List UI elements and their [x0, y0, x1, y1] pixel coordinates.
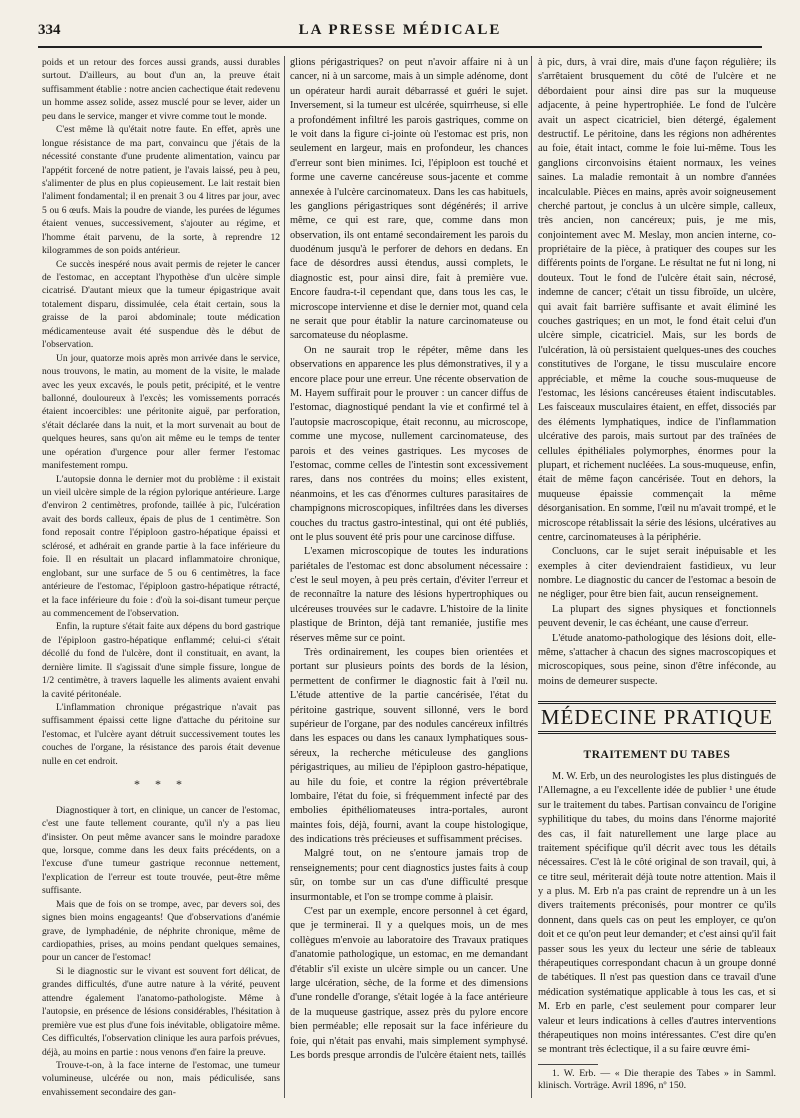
- section-rule-top: [538, 701, 776, 704]
- paragraph: M. W. Erb, un des neurologistes les plus distingués de l'Allemagne, a eu l'excellente idée de publier ¹ une étude sur le traitement du tabes. Partisan convaincu de l'origine syphilitique du tabes, du moins dans l'énorme majorité des cas, il fait naturellement une large place au traitement spécifique qu'il décrit avec tous les détails nécessaires. C'est là le côté original de son travail, qui, à ce titre seul, mériterait déjà toute notre attention. Mais il y a plus. M. Erb n'a pas craint de reprendre un à un les divers traitements préconisés, pour montrer ce qu'ils donnent, dans quels cas on peut les employer, ce qu'on doit et ce qu'on peut leur demander; et c'est ainsi qu'il fait passer sous les yeux du lecteur une série de tableaux thérapeutiques correspondant chacun à un groupe donné de tabétiques. Il n'est pas question dans ce travail d'une médication systématique applicable à tous les cas, et si M. Erb en parle, c'est seulement pour comparer leur valeur et leurs indications à celles d'autres interventions thérapeutiques non moins intéressantes. C'est dire qu'en se montrant très éclectique, il a su faire œuvre émi-: [538, 770, 776, 1056]
- paragraph: L'examen microscopique de toutes les indurations pariétales de l'estomac est donc absolument nécessaire : c'est le seul moyen, à peu près certain, d'éviter l'erreur et de reconnaître la nature des lésions hypertrophiques ou ulcéreuses trouvées sur le cadavre. L'histoire de la linite plastique de Brinton, déjà tant remaniée, justifie mes réserves même sur ce point.: [290, 546, 528, 644]
- paragraph: On ne saurait trop le répéter, même dans les observations en apparence les plus démonstratives, il y a encore place pour une erreur. Une récente observation de M. Hayem suffirait pour le prouver : un cancer diffus de l'estomac, diagnostiqué pendant la vie et confirmé tel à l'autopsie macroscopique, était reconnu, au microscope, comme une mycose, nullement carcinomateuse, des parois et des veines gastriques. Les mycoses de l'estomac, comme celles de l'intestin sont excessivement rares, dans nos contrées du moins; elles existent, néanmoins, et les cas d'énormes cultures parasitaires de champignons microscopiques, infiltrées dans les diverses couches du tractus gastro-intestinal, qui ont été publiés, ont le plus souvent été pris pour une carcinose diffuse.: [290, 344, 528, 543]
- paragraph: Concluons, car le sujet serait inépuisable et les exemples à citer deviendraient fastidieux, vu leur nombre. Le diagnostic du cancer de l'estomac a besoin de ne négliger, pour être bien fait, aucun renseignement.: [538, 546, 776, 601]
- column-1: [42, 56, 280, 1099]
- column-2: [290, 56, 528, 1063]
- section-separator: * * *: [134, 777, 188, 792]
- paragraph: Mais que de fois on se trompe, avec, par devers soi, des signes bien moins engageants! Que d'observations d'anémie grave, de lymphadénie, de néphrite chronique, même de cardiopathies, prises, au moins pendant quelques semaines, pour un cancer de l'estomac!: [42, 898, 280, 964]
- paragraph: à pic, durs, à vrai dire, mais d'une façon régulière; ils s'arrêtaient brusquement du côté de l'ulcère et ne débordaient pour ainsi dire pas sur la muqueuse adjacente, à peine hypertrophiée. Le fond de l'ulcère avait un aspect cicatriciel, bien détergé, également destructif. Le péritoine, dans les régions non adhérentes au foie, était intact, comme le foie lui-même. Tous les ganglions circonvoisins étaient normaux, les veines saines. La maladie remontait à un nombre d'années incalculable. Pièces en mains, après avoir soigneusement cherché partout, je conclus à un ulcère simple, calleux, très ancien, non cancéreux; puis, je me mis, conjointement avec M. Meslay, mon ancien interne, co-propriétaire de la pièce, à pratiquer des coupes sur les différents points de l'organe. Le résultat ne fut ni long, ni douteux. Tout le fond de l'ulcère était sain, nécrosé, indemne de cancer; c'était un tissu fibroïde, un ulcère, qui avait fait barrière suffisante et avait éliminé les couches gastriques; en un mot, le fond était celui d'un ulcère simple, cicatriciel. Mais, sur les bords de l'ulcération, là où persistaient quelques-unes des couches constitutives de l'organe, le tissu musculaire encore appréciable, et même la couche sous-muqueuse de l'estomac, les lésions cancéreuses étaient indiscutables. Les faisceaux musculaires étaient, en effet, dissociés par des éléments lymphatiques, indice de l'inflammation ulcérative des parois, mais surtout par des traînées de cellules épithéliales polymorphes, énormes pour la plupart, et richement nucléées. La sous-muqueuse, enfin, était de même façon cancérisée. Tout en dehors, la muqueuse épaissie commençait la même désorganisation. En somme, l'œil nu m'avait trompé, et le microscope rétablissait la série des lésions, ulcératives au centre, carcinomateuses à la périphérie.: [538, 57, 776, 543]
- paragraph: C'est par un exemple, encore personnel à cet égard, que je terminerai. Il y a quelques mois, un de mes collègues m'envoie au laboratoire des Travaux pratiques d'anatomie pathologique, un estomac, en me demandant d'établir s'il existe un ulcère simple ou un cancer. Une large ulcération, sèche, de la forme et des dimensions d'une rondelle d'orange, s'était logée à la face antérieure de la muqueuse gastrique, assez près du pylore encore bien perméable; elle reposait sur la face inférieure du foie, qui n'était pas envahi, mais simplement symphysé. Les bords presque arrondis de l'ulcère étaient nets, taillés: [290, 906, 528, 1061]
- section-title: MÉDECINE PRATIQUE: [540, 705, 774, 730]
- page-number: 334: [38, 22, 61, 38]
- footnote-rule: [538, 1064, 598, 1065]
- paragraph: glions périgastriques? on peut n'avoir affaire ni à un cancer, ni à un sarcome, mais à un simple adénome, dont un opérateur hardi aurait débarrassé et guéri le sujet. Inversement, si la tumeur est ulcérée, squirrheuse, si elle a profondément infiltré les parois gastriques, comme on le voit dans la figure ci-jointe où l'estomac est pris, non seulement en largeur, mais en profondeur, les chances d'erreur sont bien minimes. Ici, l'épiploon est touché et forme une caverne cancéreuse sous-jacente et comme annexée à l'ulcère carcinomateux. Dans les cas habituels, les ganglions périgastriques sont dégénérés; il arrive même, ce qui est rare, que, comme dans mon observation, ils ont entamé secondairement les parois du duodénum jusqu'à le perforer de dehors en dedans. En face de désordres aussi étendus, aussi complets, le diagnostic est, pour ainsi dire, fait à première vue. Encore faudra-t-il cependant que, dans tous les cas, le microscope intervienne et dise le dernier mot, quand cela ne serait que pour établir la nature carcinomateuse ou sarcomateuse du néoplasme.: [290, 57, 528, 342]
- journal-title: LA PRESSE MÉDICALE: [298, 22, 502, 38]
- paragraph: Malgré tout, on ne s'entoure jamais trop de renseignements; pour cent diagnostics justes faits à coup sûr, on tombe sur un cas d'une difficulté presque insurmontable, et l'on se trompe comme à plaisir.: [290, 848, 528, 903]
- paragraph: Ce succès inespéré nous avait permis de rejeter le cancer de l'estomac, en acceptant l'hypothèse d'un ulcère simple cicatrisé. D'autant mieux que la tumeur épigastrique avait totalement disparu, dissimulée, cela était certain, sous la graisse de la paroi abdominale; toute médication médicamenteuse avait été suspendue dès le début de l'observation.: [42, 258, 280, 351]
- header-rule: [38, 46, 762, 48]
- paragraph: poids et un retour des forces aussi grands, aussi durables surtout. D'ailleurs, au bout d'un an, la preuve était suffisamment établie : notre ancien cachectique était redevenu un homme assez solide, assez musclé pour se lever, aider un peu dans le service, manger et vivre comme tout le monde.: [42, 57, 280, 122]
- paragraph: La plupart des signes physiques et fonctionnels peuvent devenir, le cas échéant, une cause d'erreur.: [538, 603, 776, 630]
- subsection-title: TRAITEMENT DU TABES: [583, 748, 731, 761]
- column-3: [538, 56, 776, 1093]
- paragraph: Enfin, la rupture s'était faite aux dépens du bord gastrique de l'épiploon gastro-hépatique enflammé; celui-ci s'était décollé du fond de l'ulcère, dont il constituait, en avant, la dernière limite. Il s'agissait d'une simple fissure, longue de 1/2 centimètre, à travers laquelle les aliments avaient envahi la cavité péritonéale.: [42, 621, 280, 700]
- column-divider: [284, 56, 285, 1098]
- paragraph: Si le diagnostic sur le vivant est souvent fort délicat, de grandes difficultés, d'une autre nature à la vérité, peuvent attendre également l'anatomo-pathologiste. Même à l'autopsie, en présence de lésions considérables, l'hésitation à première vue est plus d'une fois inévitable, obligatoire même. Ces difficultés, l'observation clinique les aura parfois prévues, déjà, au moins en partie : nous venons d'en faire la preuve.: [42, 965, 280, 1058]
- paragraph: Un jour, quatorze mois après mon arrivée dans le service, nous trouvons, le matin, au moment de la visite, le malade avec les yeux excavés, le pouls petit, précipité, et le ventre ballonné, douloureux à l'excès; les vomissements porracés étaient incoercibles: une péritonite aiguë, par perforation, s'était déclarée dans la nuit, et la mort survenait au bout de quelques heures, sans qu'on ait même eu le temps de tenter une opération d'urgence pour aller fermer l'estomac manifestement rompu.: [42, 352, 280, 472]
- paragraph: Diagnostiquer à tort, en clinique, un cancer de l'estomac, c'est une faute tellement courante, qu'il n'y a pas lieu d'insister. On peut même avancer sans le moindre paradoxe que, lorsque, comme dans les deux faits précédents, on a l'excuse d'une tumeur gastrique reconnue nettement, l'explication de l'erreur est toute trouvée, peut-être même suffisante.: [42, 804, 280, 897]
- section-rule-bottom: [538, 731, 776, 734]
- page-header: [38, 22, 762, 44]
- paragraph: L'inflammation chronique prégastrique n'avait pas suffisamment épaissi cette ligne d'attache du péritoine sur l'estomac, et l'ulcère ayant détruit successivement toutes les couches de l'organe, la résistance des parois était devenue nulle en cet endroit.: [42, 702, 280, 767]
- column-divider: [531, 56, 532, 1098]
- footnote: 1. W. Erb. — « Die therapie des Tabes » in Samml. klinisch. Vorträge. Avril 1896, nº 150.: [538, 1067, 776, 1092]
- paragraph: Trouve-t-on, à la face interne de l'estomac, une tumeur volumineuse, ulcérée ou non, mais pédiculisée, sans envahissement secondaire des gan-: [42, 1059, 280, 1098]
- paragraph: Très ordinairement, les coupes bien orientées et portant sur plusieurs points des bords de la lésion, permettent de confirmer le diagnostic fait à l'œil nu. L'étude attentive de la partie cancérisée, l'état du péritoine gastrique, souvent sillonné, vers le bord supérieur de l'organe, par des nodules cancéreux infiltrés dans les espaces ou dans les canaux lymphatiques sous-séreux, la recherche méticuleuse des ganglions périgastriques, au milieu de l'épiploon gastro-hépatique, au hile du foie, et contre la région prévertébrale lombaire, l'état du foie, si fréquemment infecté par des embolies épithéliomateuses intra-portales, auront maintes fois, déjà, fourni, avant la coupe histologique, des indications très précieuses et suffisamment précises.: [290, 647, 528, 846]
- paragraph: L'autopsie donna le dernier mot du problème : il existait un vieil ulcère simple de la région pylorique antérieure. Large d'environ 2 centimètres, profonde, taillée à pic, l'ulcération avait des bords calleux, épais de plus de 1 centimètre. Son fond reposait contre l'épiploon gastro-hépatique épaissi et sclérosé, et adhérait en grande partie à la face inférieure du foie. Il en résultait un placard inflammatoire chronique, englobant, sur une surface de 5 ou 6 centimètres, la face antérieure de l'estomac, l'épiploon gastro-hépatique rétracté, et la face inférieure du foie : d'où la soi-disant tumeur perçue au commencement de l'observation.: [42, 473, 280, 619]
- paragraph: C'est même là qu'était notre faute. En effet, après une longue résistance de ma part, convaincu que j'étais de la nécessité constante d'une prudente alimentation, vaincu par l'appétit forcené de notre patient, je l'avais laissé, peu à peu, s'alimenter de plus en plus copieusement. Le lait restait bien l'aliment fondamental; il en prenait 3 ou 4 litres par jour, avec 5 ou 6 œufs. Mais la poudre de viande, les purées de légumes étaient venues, successivement, s'ajouter au régime, et l'homme était parvenu, de la sorte, à reprendre 12 kilogrammes de son poids antérieur.: [42, 124, 280, 257]
- paragraph: L'étude anatomo-pathologique des lésions doit, elle-même, s'attacher à chacun des signes macroscopiques et microscopiques, sous peine, sinon d'être inféconde, au moins de demeurer suspecte.: [538, 632, 776, 687]
